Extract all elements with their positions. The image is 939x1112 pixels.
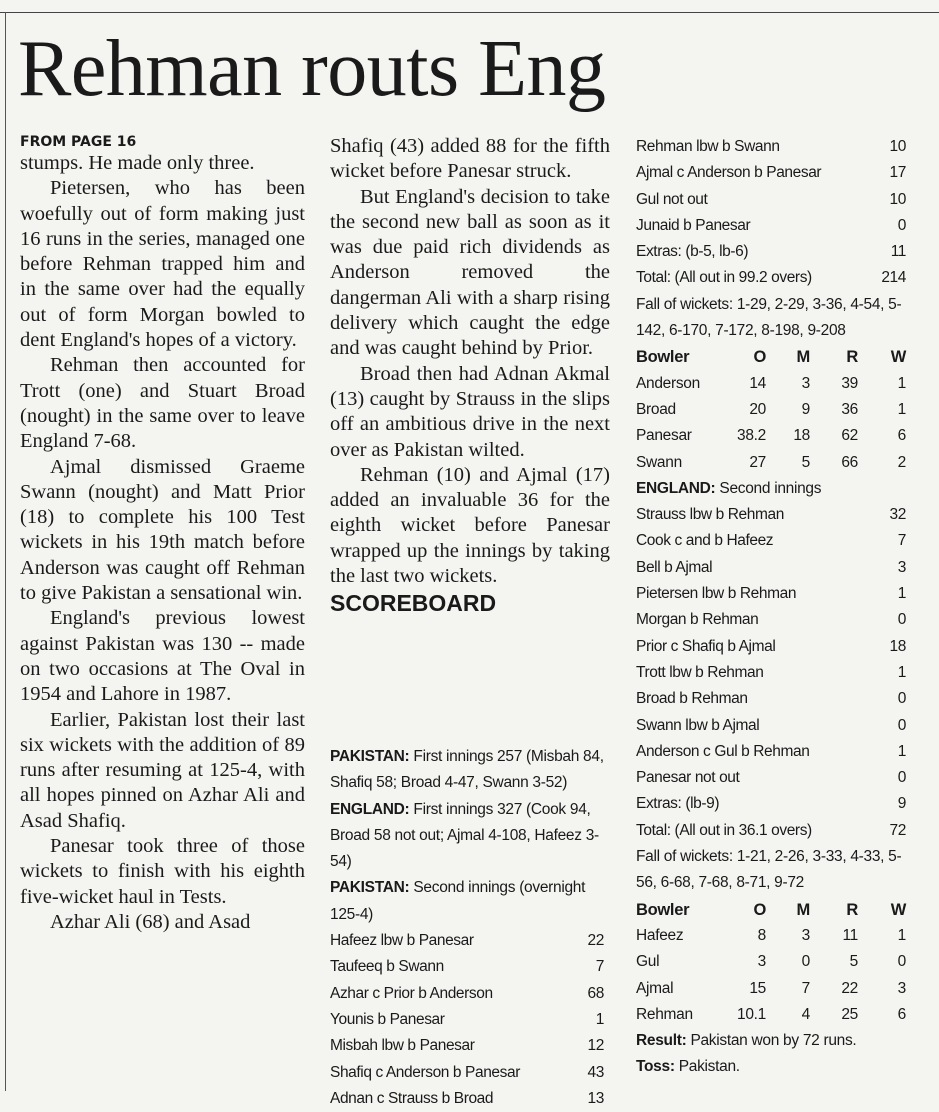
runs: 13 (587, 1089, 604, 1107)
paragraph: Azhar Ali (68) and Asad (50, 910, 251, 933)
bowling-cell: 15 (749, 979, 766, 997)
innings-summary-text: Second innings (715, 479, 822, 497)
runs: 1 (897, 663, 906, 681)
runs: 11 (890, 243, 906, 261)
bowling-header-cell: Bowler (636, 348, 690, 367)
article-column-2 (330, 134, 610, 617)
team-label: ENGLAND: (636, 479, 716, 497)
bowling-header-cell: O (753, 900, 766, 919)
bowling-cell: 7 (801, 979, 810, 997)
bowling-cell: 14 (749, 374, 766, 392)
batting-row (636, 739, 906, 765)
paragraph: But England's decision to take the second new ball as soon as it was due paid rich dividends as Anderson removed the dangerman Ali with a sharp rising delivery which caught the edge and was caught behind by Prior. (330, 185, 610, 360)
batsman-dismissal: Panesar not out (636, 769, 740, 787)
bowling-header-cell: O (753, 348, 766, 367)
batting-row (636, 134, 906, 160)
batsman-dismissal: Ajmal c Anderson b Panesar (636, 164, 822, 182)
runs: 22 (587, 932, 604, 950)
batting-row (330, 1033, 604, 1059)
batsman-dismissal: Rehman lbw b Swann (636, 138, 780, 155)
bowling-header-cell: M (796, 900, 810, 919)
bowling-cell: 10.1 (737, 1005, 766, 1023)
runs: 17 (889, 164, 906, 182)
runs: 1 (897, 742, 906, 760)
bowling-cell: 38.2 (737, 427, 766, 445)
batting-row (636, 239, 906, 265)
bowling-header-cell: Bowler (636, 900, 690, 919)
bowling-cell: 20 (749, 400, 766, 418)
bowling-cell: 3 (801, 374, 810, 392)
england-batting-list (636, 502, 906, 844)
pakistan-fall-of-wickets: Fall of wickets: 1-29, 2-29, 3-36, 4-54, 5-142, 6-170, 7-172, 8-198, 9-208 (636, 295, 902, 340)
runs: 72 (889, 821, 906, 839)
batting-row (636, 791, 906, 817)
team-label: ENGLAND: (330, 800, 410, 818)
batsman-dismissal: Junaid b Panesar (636, 216, 751, 234)
batsman-dismissal: Swann lbw b Ajmal (636, 716, 760, 734)
batting-row (636, 713, 906, 739)
batting-row (330, 928, 604, 954)
batsman-dismissal: Extras: (lb-9) (636, 795, 720, 813)
batting-row (636, 581, 906, 607)
batting-row (636, 634, 906, 660)
bowling-row (636, 371, 906, 397)
bowling-cell: Gul (636, 953, 660, 971)
batsman-dismissal: Total: (All out in 36.1 overs) (636, 821, 812, 839)
batting-row (636, 213, 906, 239)
batting-row (636, 160, 906, 186)
batting-row (636, 765, 906, 791)
england-bowling-table (636, 344, 906, 475)
result-label: Result: (636, 1032, 687, 1050)
bowling-cell: 18 (793, 427, 810, 445)
batsman-dismissal: Cook c and b Hafeez (636, 532, 774, 550)
batting-row (636, 502, 906, 528)
bowling-cell: 6 (897, 427, 906, 445)
bowling-header-cell: R (846, 348, 858, 367)
runs: 68 (587, 984, 604, 1002)
left-rule (5, 12, 6, 1091)
runs: 7 (897, 532, 906, 550)
bowling-cell: 3 (897, 979, 906, 997)
bowling-row (636, 397, 906, 423)
runs: 214 (881, 269, 906, 287)
paragraph: Earlier, Pakistan lost their last six wickets with the addition of 89 runs after resuming at 125-4, with all hopes pinned on Azhar Ali and Asad Shafiq. (20, 708, 305, 832)
bowling-cell: 25 (841, 1005, 858, 1023)
from-page-label: FROM PAGE 16 (20, 134, 137, 150)
bowling-header-cell: R (846, 900, 858, 919)
bowling-cell: 11 (842, 926, 858, 944)
batting-row (636, 555, 906, 581)
bowling-row (636, 450, 906, 476)
bowling-cell: 62 (841, 427, 858, 445)
bowling-cell: 36 (841, 400, 858, 418)
team-label: PAKISTAN: (330, 748, 410, 765)
bowling-cell: 1 (897, 400, 906, 418)
runs: 1 (595, 1010, 604, 1028)
paragraph: Pietersen, who has been woefully out of form making just 16 runs in the series, managed one before Rehman trapped him and in the same over had the equally out of form Morgan bowled to dent England's hopes of a victory. (20, 177, 305, 352)
runs: 0 (897, 716, 906, 734)
batting-row (636, 528, 906, 554)
bowling-row (636, 949, 906, 975)
pakistan-bowling-table (636, 897, 906, 1028)
innings-summary-england-first (330, 797, 604, 876)
runs: 10 (889, 190, 906, 208)
batting-row (330, 1007, 604, 1033)
batsman-dismissal: Shafiq c Anderson b Panesar (330, 1063, 520, 1081)
bowling-header-row (636, 344, 906, 370)
innings-summary-pakistan-first (330, 744, 604, 797)
batting-row (636, 660, 906, 686)
bowling-cell: 2 (897, 453, 906, 471)
batsman-dismissal: Bell b Ajmal (636, 558, 713, 576)
result-text: Pakistan won by 72 runs. (686, 1032, 857, 1050)
batsman-dismissal: Misbah lbw b Panesar (330, 1037, 475, 1055)
bowling-cell: 0 (897, 953, 906, 971)
bowling-cell: Rehman (636, 1005, 693, 1023)
bowling-cell: Ajmal (636, 979, 674, 997)
scoreboard-heading: SCOREBOARD (330, 590, 497, 617)
batsman-dismissal: Trott lbw b Rehman (636, 663, 764, 681)
bowling-cell: 1 (897, 374, 906, 392)
batting-row (330, 1060, 604, 1086)
bowling-row (636, 923, 906, 949)
bowling-cell: 3 (757, 953, 766, 971)
result-line (636, 1028, 906, 1054)
batting-row (636, 607, 906, 633)
headline: Rehman routs Eng (18, 25, 606, 113)
pakistan-batting-list (330, 928, 604, 1112)
bowling-cell: 5 (849, 953, 858, 971)
bowling-header-cell: M (796, 348, 810, 367)
batting-row (636, 265, 906, 291)
bowling-header-cell: W (890, 900, 906, 919)
batsman-dismissal: Extras: (b-5, lb-6) (636, 243, 749, 261)
runs: 12 (587, 1037, 604, 1055)
batsman-dismissal: Hafeez lbw b Panesar (330, 932, 474, 950)
batting-row (330, 1086, 604, 1112)
bowling-header-cell: W (890, 348, 906, 367)
runs: 10 (889, 138, 906, 155)
bowling-cell: 9 (801, 400, 810, 418)
bowling-cell: 66 (841, 453, 858, 471)
batsman-dismissal: Broad b Rehman (636, 690, 748, 708)
batsman-dismissal: Total: (All out in 99.2 overs) (636, 269, 812, 287)
runs: 9 (897, 795, 906, 813)
runs: 32 (889, 506, 906, 524)
runs: 1 (897, 585, 906, 603)
innings-summary-text: Second innings (overnight 125-4) (330, 879, 586, 923)
runs: 0 (897, 690, 906, 708)
bowling-cell: Swann (636, 453, 682, 471)
bowling-cell: 3 (801, 926, 810, 944)
bowling-row (636, 1002, 906, 1028)
bowling-cell: 39 (841, 374, 858, 392)
paragraph: Rehman (10) and Ajmal (17) added an invaluable 36 for the eighth wicket before Panesar wrapped up the innings by taking the last two wickets. (330, 463, 610, 588)
paragraph: Broad then had Adnan Akmal (13) caught by Strauss in the slips off an ambitious drive in the next over as Pakistan wilted. (330, 362, 610, 461)
batsman-dismissal: Taufeeq b Swann (330, 958, 444, 976)
bowling-cell: Anderson (636, 374, 700, 392)
bowling-cell: Hafeez (636, 926, 684, 944)
runs: 43 (587, 1063, 604, 1081)
batting-row (636, 686, 906, 712)
paragraph: Panesar took three of those wickets to finish with his eighth five-wicket haul in Tests. (20, 835, 305, 908)
toss-text: Pakistan. (674, 1058, 740, 1076)
bowling-header-row (636, 897, 906, 923)
runs: 3 (897, 558, 906, 576)
bowling-cell: 6 (897, 1005, 906, 1023)
batsman-dismissal: Morgan b Rehman (636, 611, 759, 629)
paragraph: Shafiq (43) added 88 for the fifth wicket before Panesar struck. (330, 135, 610, 183)
bowling-cell: 22 (841, 979, 858, 997)
batsman-dismissal: Azhar c Prior b Anderson (330, 984, 493, 1002)
runs: 0 (897, 216, 906, 234)
bowling-cell: Panesar (636, 427, 692, 445)
bowling-cell: 27 (749, 453, 766, 471)
scoreboard-column-2 (636, 134, 906, 1081)
runs: 18 (889, 637, 906, 655)
scoreboard-column-1 (330, 744, 604, 1112)
runs: 0 (897, 769, 906, 787)
paragraph: stumps. He made only three. (20, 152, 255, 174)
bowling-cell: Broad (636, 400, 676, 418)
pakistan-batting-list-continued (636, 134, 906, 292)
batting-row (330, 981, 604, 1007)
batsman-dismissal: Adnan c Strauss b Broad (330, 1089, 494, 1107)
batsman-dismissal: Strauss lbw b Rehman (636, 506, 784, 524)
paragraph: Rehman then accounted for Trott (one) and Stuart Broad (nought) in the same over to leave England 7-68. (20, 354, 305, 453)
article-column-1 (20, 134, 305, 935)
innings-heading-england-second (636, 476, 906, 502)
bowling-cell: 5 (801, 453, 810, 471)
paragraph: Ajmal dismissed Graeme Swann (nought) and Matt Prior (18) to complete his 100 Test wickets in his 19th match before Anderson was caught off Rehman to give Pakistan a sensational win. (20, 455, 305, 605)
bowling-cell: 4 (801, 1005, 810, 1023)
runs: 7 (595, 958, 604, 976)
top-rule (0, 0, 939, 13)
bowling-row (636, 423, 906, 449)
bowling-cell: 1 (897, 926, 906, 944)
toss-line (636, 1054, 906, 1080)
team-label: PAKISTAN: (330, 879, 410, 897)
paragraph: England's previous lowest against Pakistan was 130 -- made on two occasions at The Oval in 1954 and Lahore in 1987. (20, 607, 305, 706)
bowling-cell: 0 (801, 953, 810, 971)
batsman-dismissal: Anderson c Gul b Rehman (636, 742, 810, 760)
runs: 0 (897, 611, 906, 629)
toss-label: Toss: (636, 1058, 675, 1076)
batting-row (636, 187, 906, 213)
batsman-dismissal: Younis b Panesar (330, 1010, 445, 1028)
batting-row (330, 954, 604, 980)
england-fall-of-wickets: Fall of wickets: 1-21, 2-26, 3-33, 4-33, 5-56, 6-68, 7-68, 8-71, 9-72 (636, 848, 902, 892)
batsman-dismissal: Pietersen lbw b Rehman (636, 585, 797, 603)
innings-summary-pakistan-second (330, 875, 604, 928)
batsman-dismissal: Gul not out (636, 190, 708, 208)
bowling-row (636, 976, 906, 1002)
innings-summary-text: First innings 257 (Misbah 84, Shafiq 58; Broad 4-47, Swann 3-52) (330, 748, 604, 792)
batting-row (636, 818, 906, 844)
innings-summary-text: First innings 327 (Cook 94, Broad 58 not out; Ajmal 4-108, Hafeez 3-54) (330, 800, 599, 871)
bowling-cell: 8 (757, 926, 766, 944)
batsman-dismissal: Prior c Shafiq b Ajmal (636, 637, 776, 655)
